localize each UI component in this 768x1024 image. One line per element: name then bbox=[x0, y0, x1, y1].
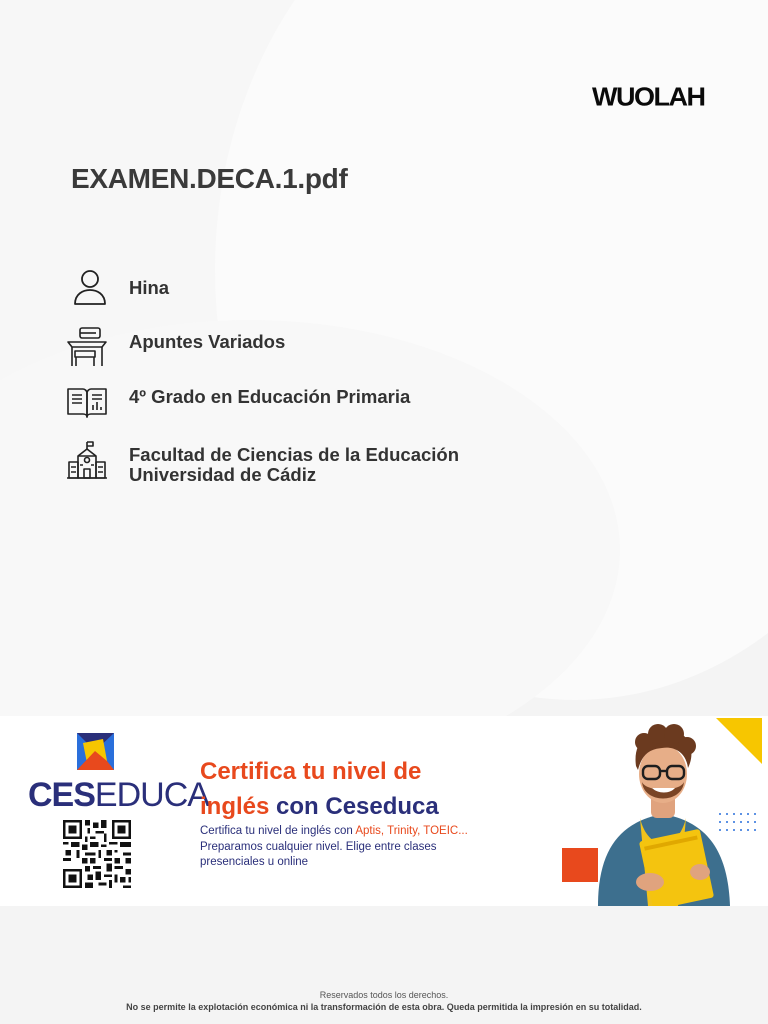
book-icon bbox=[66, 381, 108, 423]
footer-line-1: Reservados todos los derechos. bbox=[319, 990, 449, 1000]
qr-code[interactable] bbox=[61, 820, 133, 888]
subject-label: Apuntes Variados bbox=[129, 331, 286, 352]
school-building-icon bbox=[66, 440, 108, 482]
ceseduca-ad-banner[interactable] bbox=[0, 716, 768, 906]
author-name: Hina bbox=[129, 277, 170, 298]
footer-line-2: No se permite la explotación económica ni la transformación de esta obra. Queda permitida la impresión en su totalidad. bbox=[126, 1001, 642, 1012]
student-photo bbox=[588, 722, 738, 906]
info-row-degree bbox=[66, 381, 410, 423]
ad-description: Certifica tu nivel de inglés con Aptis, Trinity, TOEIC... Preparamos cualquier nivel. Elige entre clases presenciales u online bbox=[200, 825, 468, 868]
copyright-footer bbox=[0, 990, 768, 1013]
ceseduca-wordmark: CESEDUCA bbox=[28, 776, 209, 814]
document-title: EXAMEN.DECA.1.pdf bbox=[71, 163, 348, 194]
info-row-faculty bbox=[66, 440, 459, 485]
info-row-author bbox=[66, 267, 169, 309]
info-row-subject bbox=[66, 325, 285, 367]
user-icon bbox=[66, 267, 108, 309]
desk-icon bbox=[66, 325, 108, 367]
ad-headline: Certifica tu nivel de inglés con Ceseduca bbox=[200, 758, 439, 820]
faculty-label: Facultad de Ciencias de la Educación Universidad de Cádiz bbox=[129, 444, 460, 485]
ceseduca-logo-mark bbox=[77, 733, 114, 770]
wuolah-logo[interactable]: WUOLAH bbox=[592, 82, 705, 112]
degree-label: 4º Grado en Educación Primaria bbox=[129, 386, 411, 407]
